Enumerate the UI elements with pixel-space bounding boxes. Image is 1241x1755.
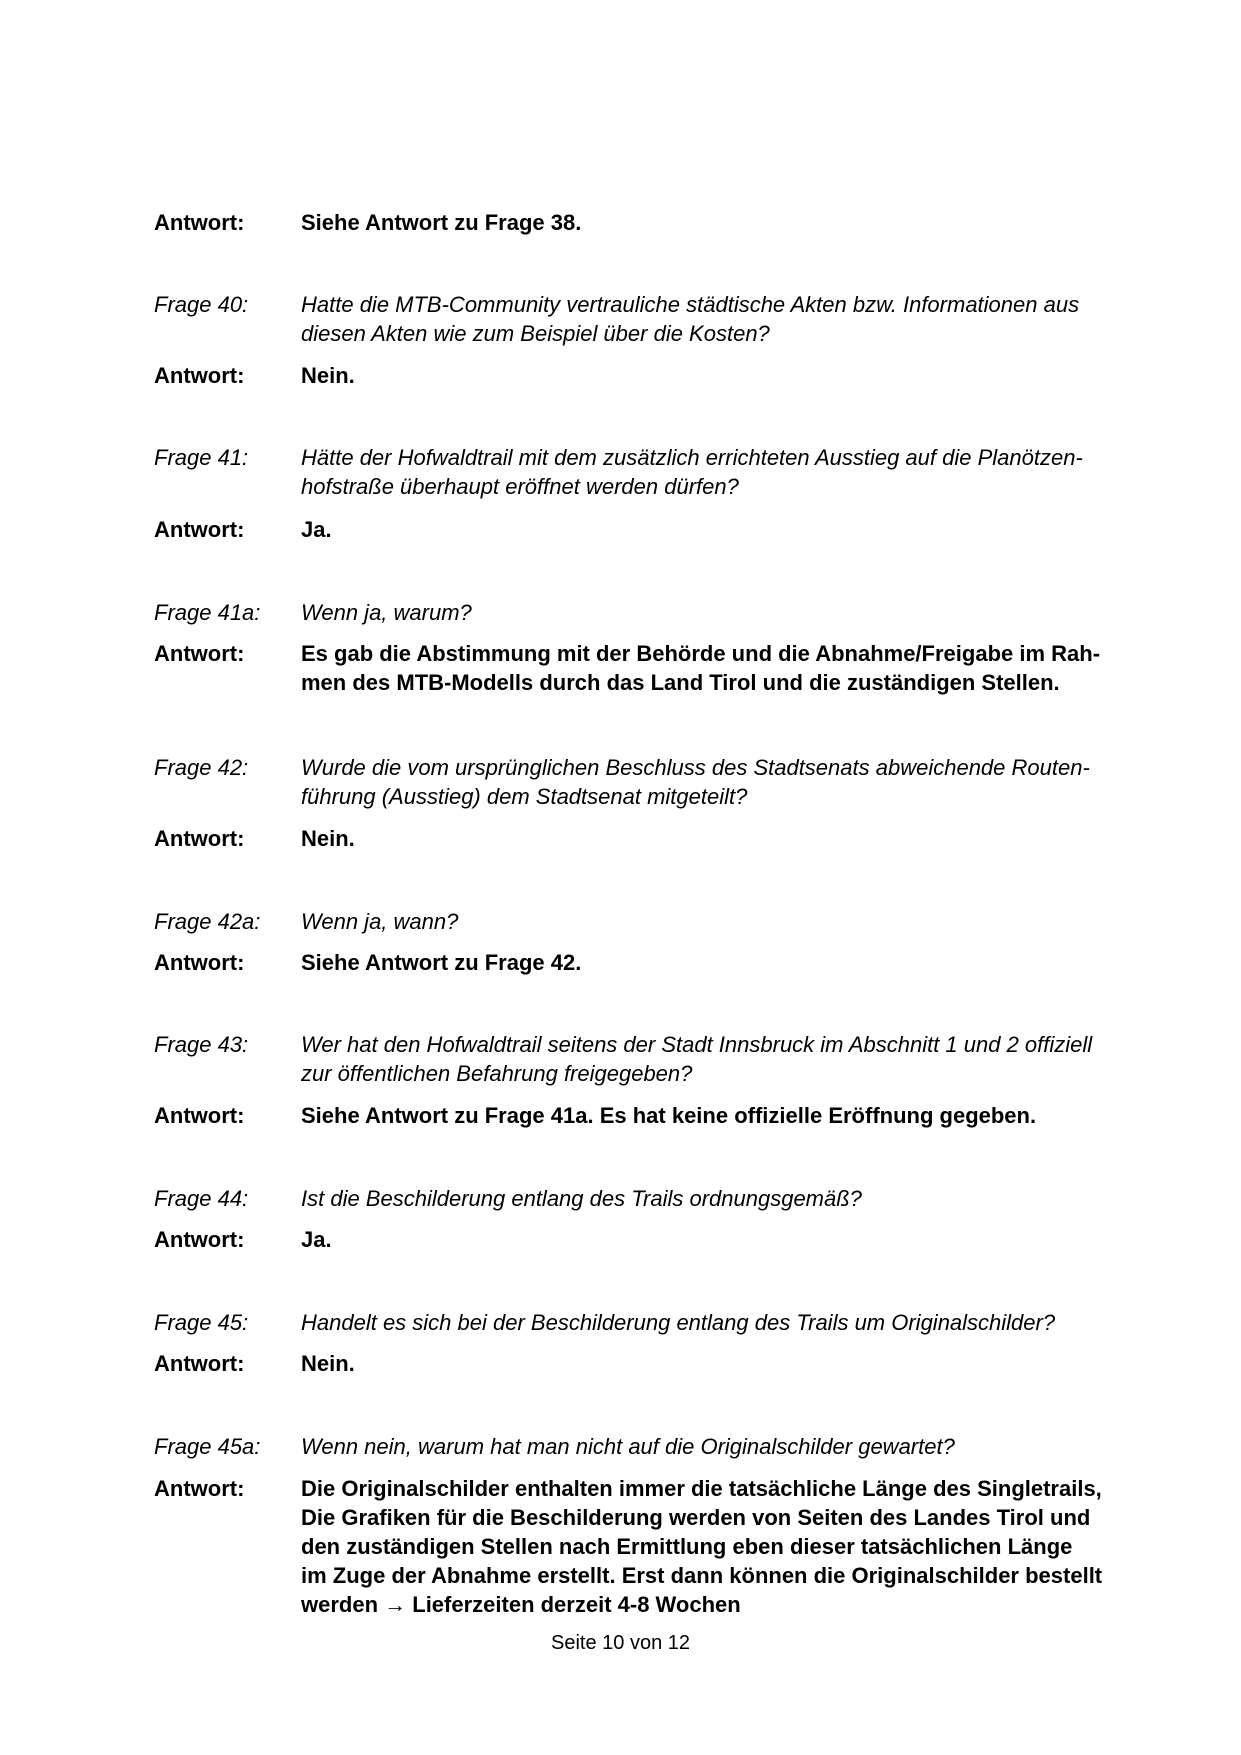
question-line: Wenn nein, warum hat man nicht auf die Originalschilder gewartet?	[301, 1434, 955, 1459]
answer-label: Antwort:	[154, 1476, 245, 1501]
question-label: Frage 42:	[154, 755, 249, 780]
answer-line: men des MTB-Modells durch das Land Tirol und die zuständigen Stellen.	[301, 670, 1060, 695]
answer-text	[301, 1225, 1241, 1254]
question-label: Frage 40:	[154, 292, 249, 317]
question-line: Wurde die vom ursprünglichen Beschluss des Stadtsenats abweichende Routen-	[301, 755, 1090, 780]
answer-line: im Zuge der Abnahme erstellt. Erst dann können die Originalschilder bestellt	[301, 1563, 1103, 1588]
question-text	[301, 1184, 1241, 1213]
answer-line: Siehe Antwort zu Frage 38.	[301, 210, 582, 235]
question-label: Frage 45a:	[154, 1434, 261, 1459]
answer-text	[301, 1474, 1241, 1619]
answer-text	[301, 1349, 1241, 1378]
answer-line: Nein.	[301, 826, 355, 851]
answer-line: Siehe Antwort zu Frage 41a. Es hat keine offizielle Eröffnung gegeben.	[301, 1103, 1037, 1128]
question-line: Handelt es sich bei der Beschilderung entlang des Trails um Originalschilder?	[301, 1310, 1056, 1335]
answer-label: Antwort:	[154, 517, 245, 542]
question-text	[301, 1432, 1241, 1461]
answer-line-end: Lieferzeiten derzeit 4-8 Wochen	[406, 1592, 741, 1617]
question-label: Frage 43:	[154, 1032, 249, 1057]
answer-line: Die Grafiken für die Beschilderung werden von Seiten des Landes Tirol und	[301, 1505, 1091, 1530]
question-line: Wenn ja, warum?	[301, 600, 472, 625]
answer-line: Nein.	[301, 363, 355, 388]
answer-label: Antwort:	[154, 641, 245, 666]
question-line: Wer hat den Hofwaldtrail seitens der Stadt Innsbruck im Abschnitt 1 und 2 offiziell	[301, 1032, 1093, 1057]
question-label: Frage 45:	[154, 1310, 249, 1335]
question-line: hofstraße überhaupt eröffnet werden dürfen?	[301, 474, 739, 499]
question-line: Wenn ja, wann?	[301, 909, 459, 934]
question-text	[301, 443, 1241, 501]
answer-label: Antwort:	[154, 1103, 245, 1128]
question-text	[301, 907, 1241, 936]
answer-label: Antwort:	[154, 826, 245, 851]
answer-line: Es gab die Abstimmung mit der Behörde und die Abnahme/Freigabe im Rah-	[301, 641, 1101, 666]
answer-line-last	[301, 1590, 1241, 1619]
answer-label: Antwort:	[154, 363, 245, 388]
question-line: zur öffentlichen Befahrung freigegeben?	[301, 1061, 693, 1086]
answer-text	[301, 208, 1241, 237]
question-line: Hätte der Hofwaldtrail mit dem zusätzlich errichteten Ausstieg auf die Planötzen-	[301, 445, 1083, 470]
arrow-right-icon: →	[384, 1592, 407, 1617]
answer-text	[301, 824, 1241, 853]
question-line: Hatte die MTB-Community vertrauliche städtische Akten bzw. Informationen aus	[301, 292, 1080, 317]
answer-text	[301, 515, 1241, 544]
question-label: Frage 41:	[154, 445, 249, 470]
answer-line: den zuständigen Stellen nach Ermittlung eben dieser tatsächlichen Länge	[301, 1534, 1073, 1559]
answer-line: Nein.	[301, 1351, 355, 1376]
answer-label: Antwort:	[154, 210, 245, 235]
page-number-footer: Seite 10 von 12	[551, 1632, 690, 1654]
question-line: führung (Ausstieg) dem Stadtsenat mitgeteilt?	[301, 784, 748, 809]
answer-line: Ja.	[301, 517, 332, 542]
answer-line: Die Originalschilder enthalten immer die tatsächliche Länge des Singletrails,	[301, 1476, 1102, 1501]
question-label: Frage 44:	[154, 1186, 249, 1211]
answer-line: Siehe Antwort zu Frage 42.	[301, 950, 582, 975]
question-line: diesen Akten wie zum Beispiel über die Kosten?	[301, 321, 770, 346]
question-line: Ist die Beschilderung entlang des Trails ordnungsgemäß?	[301, 1186, 862, 1211]
answer-label: Antwort:	[154, 950, 245, 975]
answer-text	[301, 948, 1241, 977]
answer-line-start: werden	[301, 1592, 385, 1617]
question-label: Frage 41a:	[154, 600, 261, 625]
question-label: Frage 42a:	[154, 909, 261, 934]
answer-label: Antwort:	[154, 1227, 245, 1252]
answer-text	[301, 1101, 1241, 1130]
question-text	[301, 753, 1241, 811]
answer-text	[301, 361, 1241, 390]
question-text	[301, 290, 1241, 348]
question-text	[301, 598, 1241, 627]
answer-label: Antwort:	[154, 1351, 245, 1376]
question-text	[301, 1308, 1241, 1337]
answer-line: Ja.	[301, 1227, 332, 1252]
answer-text	[301, 639, 1241, 697]
question-text	[301, 1030, 1241, 1088]
